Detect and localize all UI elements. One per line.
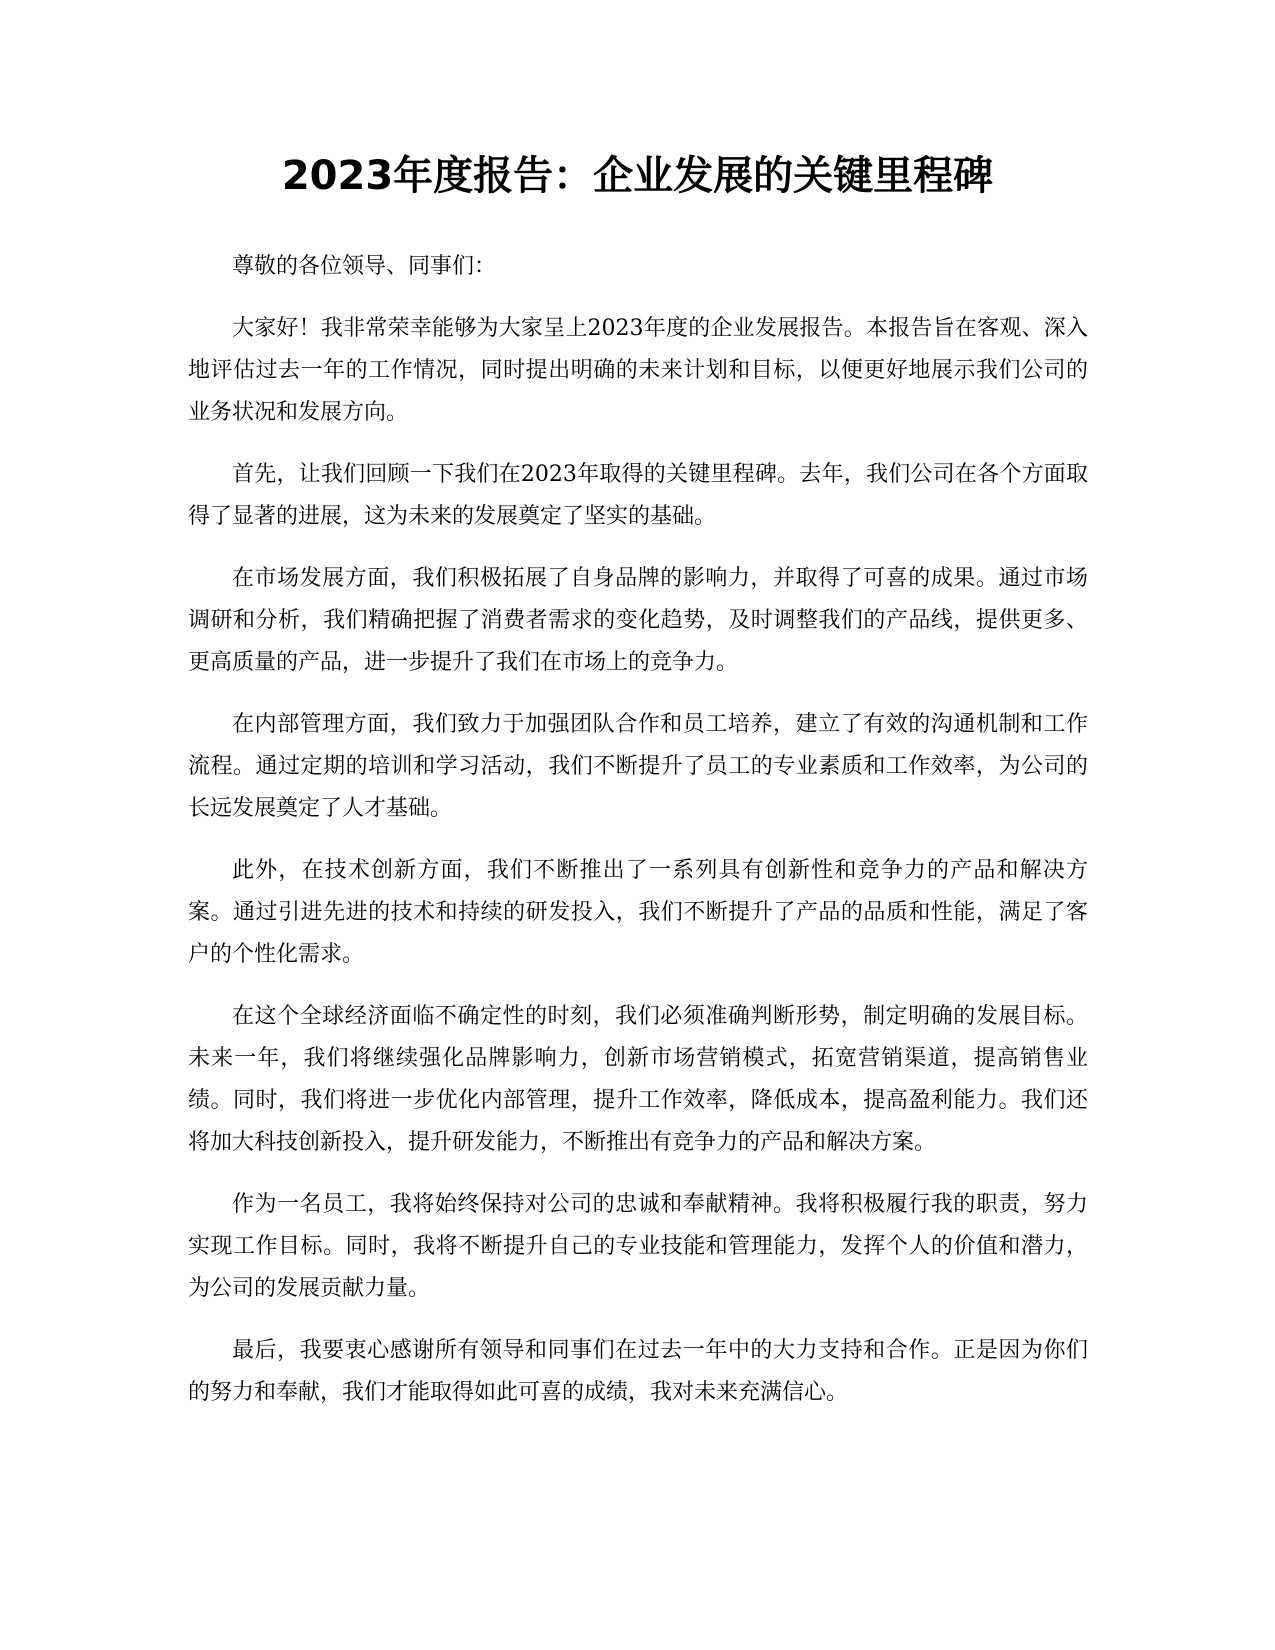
document-title: 2023年度报告：企业发展的关键里程碑 [281,153,994,199]
body-paragraph: 在这个全球经济面临不确定性的时刻，我们必须准确判断形势，制定明确的发展目标。未来一年，我们将继续强化品牌影响力，创新市场营销模式，拓宽营销渠道，提高销售业绩。同时，我们将进一步优化内部管理，提升工作效率，降低成本，提高盈利能力。我们还将加大科技创新投入，提升研发能力，不断推出有竞争力的产品和解决方案。 [188,1004,1088,1155]
body-paragraph: 作为一名员工，我将始终保持对公司的忠诚和奉献精神。我将积极履行我的职责，努力实现工作目标。同时，我将不断提升自己的专业技能和管理能力，发挥个人的价值和潜力，为公司的发展贡献力量。 [188,1192,1088,1301]
salutation-paragraph: 尊敬的各位领导、同事们： [232,254,497,279]
closing-paragraph: 最后，我要衷心感谢所有领导和同事们在过去一年中的大力支持和合作。正是因为你们的努力和奉献，我们才能取得如此可喜的成绩，我对未来充满信心。 [188,1338,1088,1405]
document-body [188,246,1088,1434]
body-paragraph: 在市场发展方面，我们积极拓展了自身品牌的影响力，并取得了可喜的成果。通过市场调研和分析，我们精确把握了消费者需求的变化趋势，及时调整我们的产品线，提供更多、更高质量的产品，进一步提升了我们在市场上的竞争力。 [188,566,1088,675]
body-paragraph: 此外，在技术创新方面，我们不断推出了一系列具有创新性和竞争力的产品和解决方案。通过引进先进的技术和持续的研发投入，我们不断提升了产品的品质和性能，满足了客户的个性化需求。 [188,858,1088,967]
body-paragraph: 在内部管理方面，我们致力于加强团队合作和员工培养，建立了有效的沟通机制和工作流程。通过定期的培训和学习活动，我们不断提升了员工的专业素质和工作效率，为公司的长远发展奠定了人才基础。 [188,712,1088,821]
body-paragraph: 首先，让我们回顾一下我们在2023年取得的关键里程碑。去年，我们公司在各个方面取得了显著的进展，这为未来的发展奠定了坚实的基础。 [188,462,1088,529]
body-paragraph: 大家好！我非常荣幸能够为大家呈上2023年度的企业发展报告。本报告旨在客观、深入地评估过去一年的工作情况，同时提出明确的未来计划和目标，以便更好地展示我们公司的业务状况和发展方向。 [188,316,1088,425]
